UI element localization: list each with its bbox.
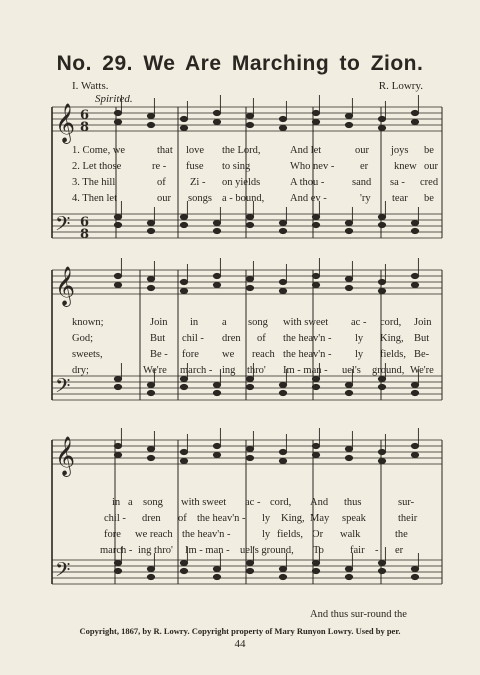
note-head xyxy=(180,288,187,293)
lyric-syllable: in xyxy=(190,317,199,328)
lyric-syllable: 2. Let those xyxy=(72,161,122,172)
lyric-syllable: be xyxy=(424,145,434,156)
note-head xyxy=(411,452,418,457)
note-head xyxy=(114,119,121,124)
note-head xyxy=(180,384,187,389)
note-head xyxy=(114,560,121,565)
note-head xyxy=(213,390,220,395)
note-head xyxy=(378,449,385,454)
note-head xyxy=(345,122,352,127)
lyric-syllable: dren xyxy=(142,513,161,524)
lyric-syllable: on yields xyxy=(222,177,261,188)
note-head xyxy=(246,122,253,127)
note-head xyxy=(279,116,286,121)
note-head xyxy=(213,282,220,287)
lyric-syllable: chil - xyxy=(182,333,204,344)
note-head xyxy=(147,566,154,571)
note-head xyxy=(411,228,418,233)
note-head xyxy=(279,449,286,454)
lyric-syllable: Im - man - xyxy=(283,365,328,376)
lyric-syllable: the heav'n - xyxy=(197,513,246,524)
note-head xyxy=(279,125,286,130)
lyric-line-2 xyxy=(0,161,480,175)
note-head xyxy=(378,384,385,389)
note-head xyxy=(312,282,319,287)
lyric-syllable: dren xyxy=(222,333,241,344)
note-head xyxy=(411,443,418,448)
lyric-syllable: fore xyxy=(182,349,199,360)
lyric-syllable: ly xyxy=(355,333,364,344)
note-head xyxy=(312,214,319,219)
note-head xyxy=(378,458,385,463)
lyric-syllable: ly xyxy=(355,349,364,360)
lyric-line-4 xyxy=(0,193,480,207)
note-head xyxy=(114,282,121,287)
time-signature: 6 xyxy=(80,108,90,123)
lyric-syllable: And xyxy=(310,497,329,508)
lyric-syllable: 'ry xyxy=(360,193,371,204)
note-head xyxy=(312,568,319,573)
note-head xyxy=(213,443,220,448)
lyric-syllable: dry; xyxy=(72,365,89,376)
lyric-syllable: But xyxy=(150,333,166,344)
lyric-syllable: ing thro' xyxy=(138,545,173,556)
note-head xyxy=(411,273,418,278)
lyric-syllable: with sweet xyxy=(181,497,227,508)
note-head xyxy=(147,390,154,395)
lyric-syllable: to sing xyxy=(222,161,251,172)
lyric-syllable: ac - xyxy=(245,497,261,508)
note-head xyxy=(180,125,187,130)
note-head xyxy=(345,220,352,225)
note-head xyxy=(180,214,187,219)
note-head xyxy=(279,574,286,579)
lyric-syllable: er xyxy=(395,545,404,556)
bass-lyric-line xyxy=(0,609,480,623)
lyric-syllable: Who nev - xyxy=(290,161,335,172)
note-head xyxy=(147,113,154,118)
lyric-syllable: our xyxy=(157,193,171,204)
note-head xyxy=(213,273,220,278)
lyric-syllable: knew xyxy=(394,161,417,172)
lyric-syllable: fuse xyxy=(186,161,204,172)
lyric-syllable: fair xyxy=(350,545,365,556)
note-head xyxy=(312,384,319,389)
lyric-syllable: cred xyxy=(420,177,439,188)
note-head xyxy=(312,452,319,457)
lyric-syllable: a xyxy=(222,317,227,328)
note-head xyxy=(213,574,220,579)
note-head xyxy=(246,446,253,451)
lyric-syllable: - xyxy=(375,545,379,556)
lyric-syllable: cord, xyxy=(270,497,292,508)
time-signature: 6 xyxy=(80,215,90,230)
note-head xyxy=(180,116,187,121)
lyric-syllable: 4. Then let xyxy=(72,193,118,204)
lyric-syllable: We're xyxy=(410,365,434,376)
tempo-marking: Spirited. xyxy=(95,93,133,105)
note-head xyxy=(345,574,352,579)
lyric-syllable: walk xyxy=(340,529,361,540)
lyric-syllable: joys xyxy=(391,145,409,156)
note-head xyxy=(279,382,286,387)
lyric-syllable: Im - man - xyxy=(185,545,230,556)
note-head xyxy=(147,220,154,225)
note-head xyxy=(246,560,253,565)
lyric-syllable: a - bound, xyxy=(222,193,265,204)
note-head xyxy=(213,119,220,124)
lyric-syllable: song xyxy=(248,317,268,328)
lyric-syllable: that xyxy=(157,145,173,156)
note-head xyxy=(147,122,154,127)
lyric-line-1 xyxy=(0,497,480,511)
note-head xyxy=(279,390,286,395)
lyric-syllable: uel's ground, xyxy=(240,545,294,556)
lyric-syllable: fields, xyxy=(277,529,303,540)
lyric-syllable: To xyxy=(313,545,324,556)
lyric-syllable: ground, xyxy=(372,365,405,376)
lyric-syllable: songs xyxy=(188,193,212,204)
copyright-notice: Copyright, 1867, by R. Lowry. Copyright property of Mary Runyon Lowry. Used by per. xyxy=(79,626,401,636)
lyric-syllable: the heav'n - xyxy=(182,529,231,540)
treble-clef: 𝄞 xyxy=(55,436,76,476)
note-head xyxy=(279,220,286,225)
note-head xyxy=(279,458,286,463)
lyric-syllable: We're xyxy=(143,365,167,376)
lyric-line-2 xyxy=(0,333,480,347)
lyric-syllable: song xyxy=(143,497,163,508)
note-head xyxy=(279,566,286,571)
lyric-syllable: Be - xyxy=(150,349,168,360)
lyric-syllable: Join xyxy=(150,317,168,328)
note-head xyxy=(246,214,253,219)
lyric-syllable: our xyxy=(424,161,438,172)
note-head xyxy=(147,285,154,290)
lyric-syllable: a xyxy=(128,497,133,508)
treble-clef: 𝄞 xyxy=(55,103,76,143)
note-head xyxy=(279,228,286,233)
note-head xyxy=(213,566,220,571)
note-head xyxy=(114,443,121,448)
note-head xyxy=(180,568,187,573)
note-head xyxy=(345,566,352,571)
note-head xyxy=(378,125,385,130)
note-head xyxy=(213,220,220,225)
lyric-syllable: we xyxy=(222,349,235,360)
note-head xyxy=(246,455,253,460)
note-head xyxy=(246,384,253,389)
note-head xyxy=(378,222,385,227)
lyric-syllable: And let xyxy=(290,145,322,156)
lyric-syllable: the xyxy=(395,529,408,540)
note-head xyxy=(147,382,154,387)
note-head xyxy=(114,384,121,389)
note-head xyxy=(378,116,385,121)
lyric-syllable: Or xyxy=(312,529,324,540)
note-head xyxy=(180,279,187,284)
treble-clef: 𝄞 xyxy=(55,266,76,306)
note-head xyxy=(312,443,319,448)
lyric-syllable: God; xyxy=(72,333,93,344)
note-head xyxy=(411,382,418,387)
note-head xyxy=(378,288,385,293)
lyric-syllable: reach xyxy=(252,349,275,360)
lyric-syllable: march - xyxy=(180,365,213,376)
note-head xyxy=(345,113,352,118)
lyric-line-3 xyxy=(0,177,480,191)
note-head xyxy=(114,222,121,227)
lyric-syllable: cord, xyxy=(380,317,402,328)
note-head xyxy=(213,110,220,115)
note-head xyxy=(246,285,253,290)
lyric-line-4 xyxy=(0,365,480,379)
time-signature: 8 xyxy=(80,120,90,135)
lyric-syllable: thro' xyxy=(247,365,266,376)
lyric-syllable: 1. Come, we xyxy=(72,145,126,156)
note-head xyxy=(378,214,385,219)
time-signature: 8 xyxy=(80,227,90,242)
note-head xyxy=(345,276,352,281)
lyric-syllable: chil - xyxy=(104,513,126,524)
note-head xyxy=(411,220,418,225)
note-head xyxy=(246,113,253,118)
lyric-syllable: May xyxy=(310,513,330,524)
lyric-syllable: speak xyxy=(342,513,366,524)
note-head xyxy=(312,273,319,278)
lyric-syllable: our xyxy=(355,145,369,156)
note-head xyxy=(147,228,154,233)
lyric-syllable: the heav'n - xyxy=(283,349,332,360)
lyric-syllable: the heav'n - xyxy=(283,333,332,344)
note-head xyxy=(114,110,121,115)
composer-credit: R. Lowry. xyxy=(378,80,423,92)
lyric-syllable: sweets, xyxy=(72,349,103,360)
lyric-syllable: ly xyxy=(262,529,271,540)
lyric-syllable: of xyxy=(178,513,187,524)
lyric-line-3 xyxy=(0,529,480,543)
note-head xyxy=(180,449,187,454)
lyric-syllable: march - xyxy=(100,545,133,556)
lyric-syllable: sur- xyxy=(398,497,415,508)
note-head xyxy=(246,276,253,281)
note-head xyxy=(180,458,187,463)
lyric-line-1 xyxy=(0,145,480,159)
lyric-syllable: sand xyxy=(352,177,372,188)
note-head xyxy=(180,222,187,227)
bass-clef: 𝄢 xyxy=(55,212,71,240)
note-head xyxy=(411,574,418,579)
note-head xyxy=(345,228,352,233)
note-head xyxy=(114,214,121,219)
note-head xyxy=(147,446,154,451)
note-head xyxy=(411,119,418,124)
bass-clef: 𝄢 xyxy=(55,374,71,402)
lyric-syllable: the Lord, xyxy=(222,145,261,156)
lyric-syllable: ac - xyxy=(351,317,367,328)
note-head xyxy=(147,276,154,281)
note-head xyxy=(147,455,154,460)
lyric-line-2 xyxy=(0,513,480,527)
note-head xyxy=(378,560,385,565)
lyric-syllable: King, xyxy=(281,513,305,524)
note-head xyxy=(312,222,319,227)
note-head xyxy=(378,279,385,284)
lyric-syllable: be xyxy=(424,193,434,204)
note-head xyxy=(411,282,418,287)
lyric-syllable: fore xyxy=(104,529,121,540)
note-head xyxy=(114,452,121,457)
lyric-syllable: tear xyxy=(392,193,408,204)
note-head xyxy=(411,390,418,395)
hymn-title: No. 29. We Are Marching to Zion. xyxy=(56,52,424,75)
note-head xyxy=(213,382,220,387)
note-head xyxy=(312,119,319,124)
lyric-line-3 xyxy=(0,349,480,363)
lyric-syllable: fields, xyxy=(380,349,406,360)
lyric-line-4 xyxy=(0,545,480,559)
lyric-syllable: ing xyxy=(222,365,236,376)
note-head xyxy=(411,566,418,571)
lyric-syllable: 3. The hill xyxy=(72,177,116,188)
note-head xyxy=(378,568,385,573)
lyric-syllable: with sweet xyxy=(283,317,329,328)
lyric-syllable: we reach xyxy=(135,529,173,540)
note-head xyxy=(114,568,121,573)
note-head xyxy=(345,390,352,395)
lyric-syllable: of xyxy=(157,177,166,188)
lyric-syllable: ly xyxy=(262,513,271,524)
page-number: 44 xyxy=(234,638,246,650)
lyric-syllable: King, xyxy=(380,333,404,344)
lyric-syllable: sa - xyxy=(390,177,405,188)
lyric-syllable: And thus sur-round the xyxy=(310,609,407,620)
note-head xyxy=(246,568,253,573)
lyric-syllable: And ev - xyxy=(290,193,327,204)
bass-clef: 𝄢 xyxy=(55,558,71,586)
note-head xyxy=(312,110,319,115)
note-head xyxy=(279,279,286,284)
note-head xyxy=(213,452,220,457)
note-head xyxy=(345,455,352,460)
note-head xyxy=(345,285,352,290)
lyric-syllable: thus xyxy=(344,497,362,508)
note-head xyxy=(411,110,418,115)
lyric-syllable: A thou - xyxy=(290,177,325,188)
lyric-syllable: Join xyxy=(414,317,432,328)
lyric-syllable: known; xyxy=(72,317,104,328)
lyricist-credit: I. Watts. xyxy=(72,80,109,92)
lyric-syllable: of xyxy=(257,333,266,344)
note-head xyxy=(246,222,253,227)
note-head xyxy=(345,382,352,387)
lyric-line-1 xyxy=(0,317,480,331)
lyric-syllable: love xyxy=(186,145,205,156)
lyric-syllable: in xyxy=(112,497,121,508)
note-head xyxy=(147,574,154,579)
note-head xyxy=(114,273,121,278)
note-head xyxy=(279,288,286,293)
note-head xyxy=(213,228,220,233)
lyric-syllable: uel's xyxy=(342,365,361,376)
lyric-syllable: re - xyxy=(152,161,167,172)
note-head xyxy=(180,560,187,565)
note-head xyxy=(312,560,319,565)
note-head xyxy=(345,446,352,451)
lyric-syllable: their xyxy=(398,513,418,524)
lyric-syllable: Be- xyxy=(414,349,430,360)
lyric-syllable: er xyxy=(360,161,369,172)
lyric-syllable: But xyxy=(414,333,430,344)
lyric-syllable: Zi - xyxy=(190,177,206,188)
